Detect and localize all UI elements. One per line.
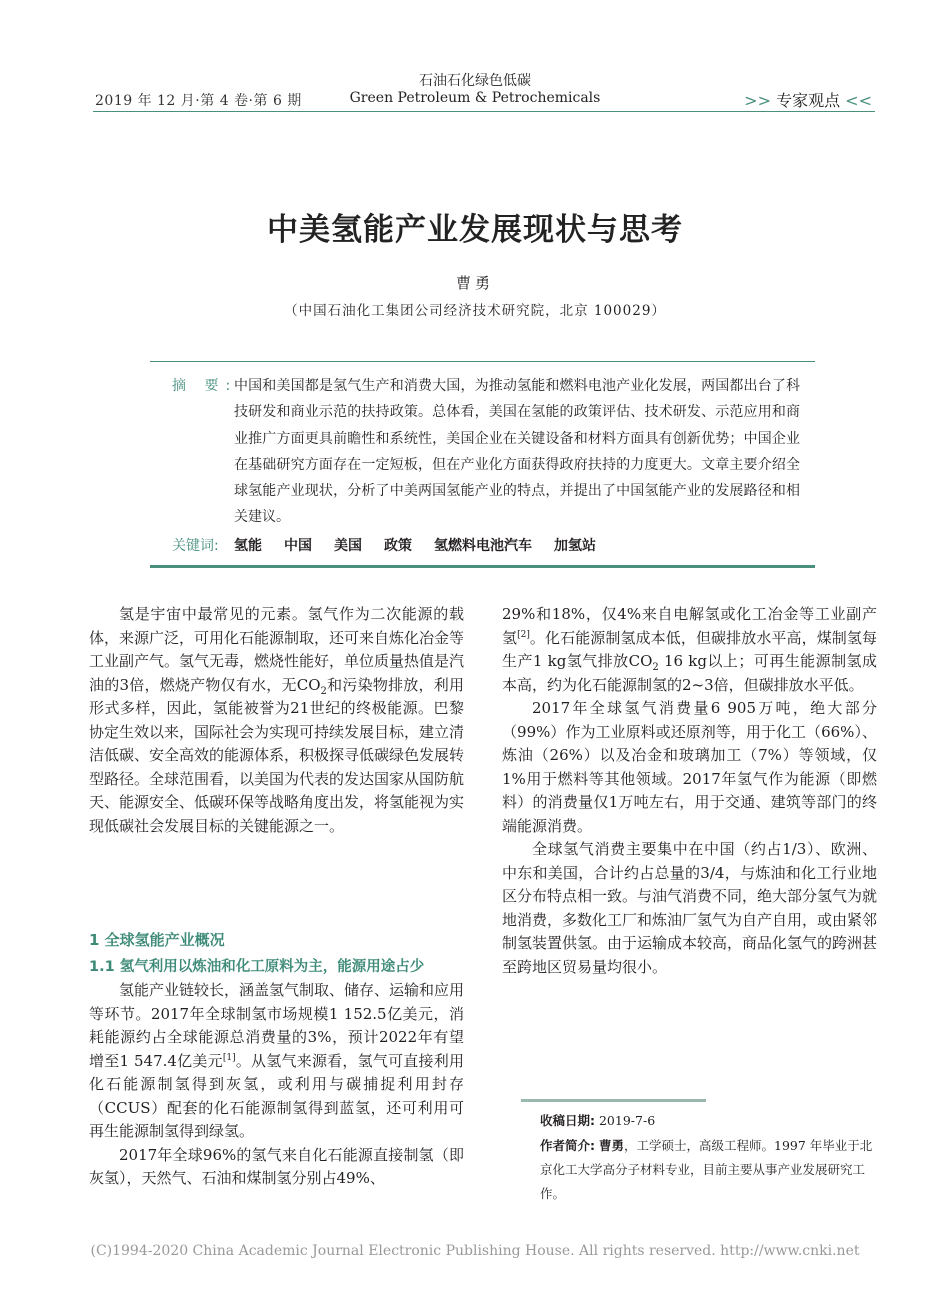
keyword: 政策 xyxy=(384,538,412,554)
section-prefix: >> xyxy=(744,91,777,110)
paragraph xyxy=(89,979,464,1144)
section-label xyxy=(744,88,872,111)
footnote-rule xyxy=(521,1099,706,1102)
paragraph xyxy=(502,603,877,697)
subscript: 2 xyxy=(320,685,327,697)
keywords-list xyxy=(234,535,618,555)
citation: [2] xyxy=(517,629,530,640)
paragraph: 全球氢气消费主要集中在中国（约占1/3）、欧洲、中东和美国，合计约占总量的3/4，与炼油和化工行业地区分布特点相一致。与油气消费不同，绝大部分氢气为就地消费，多数化工厂和炼油厂氢气为自产自用，或由紧邻制氢装置供氢。由于运输成本较高，商品化氢气的跨洲甚至跨地区贸易量均很小。 xyxy=(502,840,878,976)
journal-name-cn: 石油石化绿色低碳 xyxy=(419,73,531,89)
abstract-rule-bottom xyxy=(150,565,815,568)
abstract-label: 摘 要: xyxy=(172,378,238,394)
section-heading-1: 1 全球氢能产业概况 xyxy=(89,931,225,949)
keyword: 加氢站 xyxy=(554,538,596,554)
copyright-notice: (C)1994-2020 China Academic Journal Electronic Publishing House. All rights reserved. http://www.cnki.net xyxy=(90,1243,860,1259)
issue-date: 2019 年 12 月·第 4 卷·第 6 期 xyxy=(95,93,302,109)
keyword: 氢能 xyxy=(234,538,262,554)
subscript: 2 xyxy=(652,662,659,673)
footnote-author xyxy=(540,1134,878,1206)
text-run: 16 kg以上；可再生能源制氢成本高，约为化石能源制氢的2~3倍，但碳排放水平低。 xyxy=(502,652,877,694)
right-column xyxy=(502,603,877,979)
header-rule xyxy=(93,111,875,112)
author-affiliation: （中国石油化工集团公司经济技术研究院，北京 100029） xyxy=(284,303,666,319)
author-bio: ，工学硕士，高级工程师。1997 年毕业于北京化工大学高分子材料专业，目前主要从事产业发展研究工作。 xyxy=(540,1138,873,1201)
keywords-label: 关键词: xyxy=(172,538,219,554)
section-suffix: << xyxy=(840,91,872,110)
footnote-label: 作者简介: xyxy=(540,1138,595,1153)
footnote-label: 收稿日期: xyxy=(540,1113,595,1128)
abstract-rule-top xyxy=(150,361,815,362)
text-run: 氢是宇宙中最常见的元素。氢气作为二次能源的载体，来源广泛，可用化石能源制取，还可来自炼化冶金等工业副产气。氢气无毒，燃烧性能好，单位质量热值是汽油的3倍，燃烧产物仅有水，无 xyxy=(89,605,465,694)
paragraph xyxy=(89,603,464,838)
article-author: 曹勇 xyxy=(455,274,494,292)
keyword: 中国 xyxy=(284,538,312,554)
abstract-text: 中国和美国都是氢气生产和消费大国，为推动氢能和燃料电池产业化发展，两国都出台了科技研发和商业示范的扶持政策。总体看，美国在氢能的政策评估、技术研发、示范应用和商业推广方面更具前瞻性和系统性，美国企业在关键设备和材料方面具有创新优势；中国企业在基础研究方面存在一定短板，但在产业化方面获得政府扶持的力度更大。文章主要介绍全球氢能产业现状，分析了中美两国氢能产业的特点，并提出了中国氢能产业的发展路径和相关建议。 xyxy=(234,378,800,526)
author-name: 曹勇 xyxy=(598,1138,624,1153)
section-heading-1-1: 1.1 氢气利用以炼油和化工原料为主，能源用途占少 xyxy=(89,959,425,975)
text-run: 和污染物排放，利用形式多样，因此，氢能被誉为21世纪的终极能源。巴黎协定生效以来，国际社会为实现可持续发展目标，建立清洁低碳、安全高效的能源体系，积极探寻低碳绿色发展转型路径。全球范围看，以美国为代表的发达国家从国防航天、能源安全、低碳环保等战略角度出发，将氢能视为实现低碳社会发展目标的关键能源之一。 xyxy=(89,675,465,835)
text-run: 氢能产业链较长，涵盖氢气制取、储存、运输和应用等环节。2017年全球制氢市场规模1 152.5亿美元，消耗能源约占全球能源总消费量的3%，预计2022年有望增至1 547.4亿美元 xyxy=(89,981,465,1070)
text-run: 29%和18%，仅4%来自电解氢或化工冶金等工业副产氢 xyxy=(502,605,877,647)
text-run: 。化石能源制氢成本低，但碳排放水平高，煤制氢每生产1 kg氢气排放CO xyxy=(502,628,877,670)
paragraph: 2017年全球96%的氢气来自化石能源直接制氢（即灰氢），天然气、石油和煤制氢分别占49%、 xyxy=(89,1145,464,1187)
journal-name-en: Green Petroleum & Petrochemicals xyxy=(349,90,601,106)
keyword: 美国 xyxy=(334,538,362,554)
left-column-section xyxy=(89,979,464,1191)
article-title: 中美氢能产业发展现状与思考 xyxy=(267,212,683,248)
section-name: 专家观点 xyxy=(776,91,841,110)
footnote-received xyxy=(540,1109,878,1133)
received-date: 2019-7-6 xyxy=(598,1113,656,1128)
citation: [1] xyxy=(222,1052,236,1063)
paragraph: 2017年全球氢气消费量6 905万吨，绝大部分（99%）作为工业原料或还原剂等，用于化工（66%）、炼油（26%）以及冶金和玻璃加工（7%）等领域，仅1%用于燃料等其他领域。2017年氢气作为能源（即燃料）的消费量仅1万吨左右，用于交通、建筑等部门的终端能源消费。 xyxy=(502,699,877,835)
keyword: 氢燃料电池汽车 xyxy=(434,538,532,554)
left-column-intro xyxy=(89,603,464,838)
text-run: CO xyxy=(296,675,321,694)
text-run: 。从氢气来源看，氢气可直接利用化石能源制氢得到灰氢，或利用与碳捕捉利用封存（CCUS）配套的化石能源制氢得到蓝氢，还可利用可再生能源制氢得到绿氢。 xyxy=(89,1051,464,1140)
